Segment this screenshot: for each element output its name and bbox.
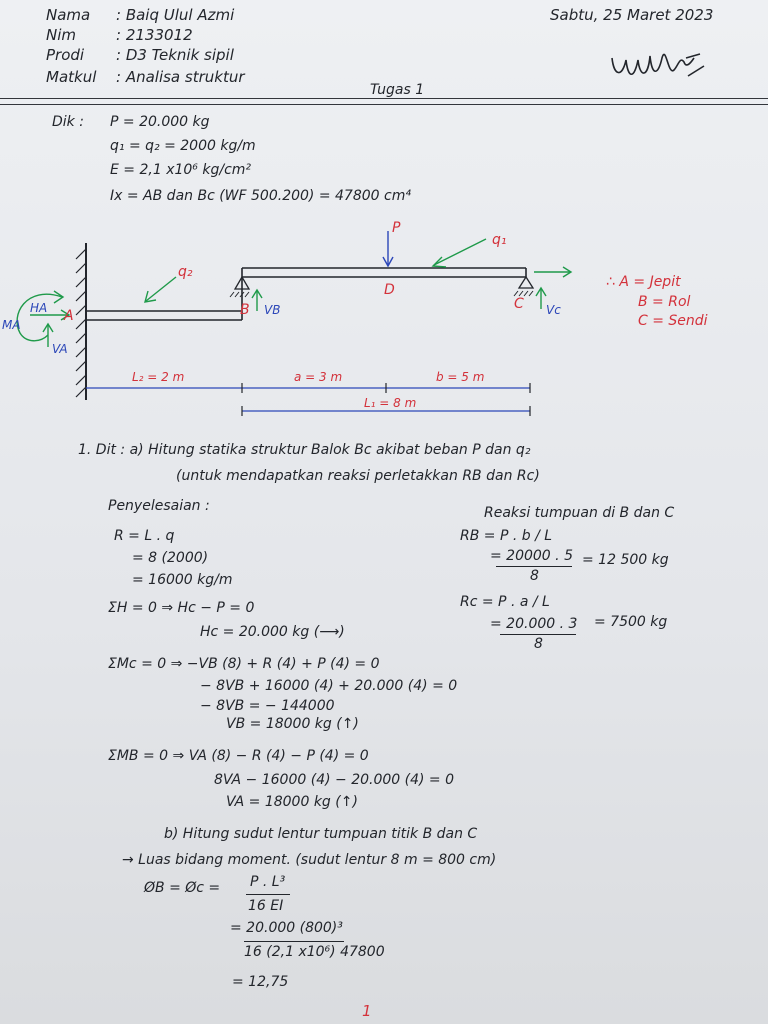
label-c: C <box>514 296 524 312</box>
r-line-2: = 8 (2000) <box>132 550 209 566</box>
theta-fraction-bar-2 <box>244 941 344 942</box>
rb-result: = 12 500 kg <box>582 552 669 568</box>
header-divider-2 <box>0 104 768 105</box>
rc-result: = 7500 kg <box>594 614 668 630</box>
support-legend-a: ∴ A = Jepit <box>606 274 681 290</box>
vb-arrow-icon <box>252 290 262 311</box>
given-line-ix: Ix = AB dan Bc (WF 500.200) = 47800 cm⁴ <box>110 188 411 204</box>
mb-line-2: 8VA − 16000 (4) − 20.000 (4) = 0 <box>214 772 454 788</box>
label-l2: L₂ = 2 m <box>132 370 185 384</box>
mb-line-1: ΣMB = 0 ⇒ VA (8) − R (4) − P (4) = 0 <box>108 748 369 764</box>
mc-line-3: − 8VB = − 144000 <box>200 698 335 714</box>
label-va: VA <box>52 342 68 356</box>
beam-ab <box>86 311 242 320</box>
dimension-line-lower <box>86 383 530 393</box>
given-line-q: q₁ = q₂ = 2000 kg/m <box>110 138 256 154</box>
label-matkul: Matkul <box>46 68 97 86</box>
support-legend-b: B = Rol <box>638 294 691 310</box>
label-l1: L₁ = 8 m <box>364 396 417 410</box>
mc-line-4: VB = 18000 kg (↑) <box>226 716 359 732</box>
support-legend-c: C = Sendi <box>638 313 708 329</box>
rb-fraction-bar <box>496 566 572 567</box>
label-q2: q₂ <box>178 264 193 280</box>
given-label: Dik : <box>52 114 84 130</box>
label-q1: q₁ <box>492 232 507 248</box>
value-matkul: : Analisa struktur <box>116 68 245 86</box>
value-prodi: : D3 Teknik sipil <box>116 46 234 64</box>
given-line-e: E = 2,1 x10⁶ kg/cm² <box>110 162 252 178</box>
h-line-2: Hc = 20.000 kg (⟶) <box>200 624 345 640</box>
rc-fraction-bar <box>500 634 576 635</box>
label-b: B <box>240 302 250 318</box>
question-a-line1: 1. Dit : a) Hitung statika struktur Balok Bc akibat beban P dan q₂ <box>78 442 531 458</box>
rc-numerator: = 20.000 . 3 <box>490 616 578 632</box>
signature-icon <box>604 36 714 86</box>
theta-numerator-1: P . L³ <box>250 874 286 890</box>
theta-lhs: ØB = Øc = <box>144 880 221 896</box>
question-b-line1: b) Hitung sudut lentur tumpuan titik B dan C <box>164 826 478 842</box>
rb-denominator: 8 <box>530 568 539 584</box>
fixed-support-icon <box>76 243 86 400</box>
given-line-load: P = 20.000 kg <box>110 114 210 130</box>
theta-denominator-2: 16 (2,1 x10⁶) 47800 <box>244 944 385 960</box>
mb-line-3: VA = 18000 kg (↑) <box>226 794 358 810</box>
pin-support-icon <box>514 277 533 296</box>
theta-numerator-2: = 20.000 (800)³ <box>230 920 343 936</box>
solution-title: Penyelesaian : <box>108 498 210 514</box>
vc-arrow-icon <box>536 288 546 309</box>
rc-formula: Rc = P . a / L <box>460 594 550 610</box>
label-ha: HA <box>30 301 48 315</box>
label-a: A <box>64 308 74 324</box>
label-vb: VB <box>264 303 281 317</box>
label-p: P <box>392 220 401 236</box>
mc-line-2: − 8VB + 16000 (4) + 20.000 (4) = 0 <box>200 678 458 694</box>
rb-numerator: = 20000 . 5 <box>490 548 573 564</box>
label-vc: Vc <box>546 303 561 317</box>
theta-fraction-bar-1 <box>246 894 290 895</box>
rc-denominator: 8 <box>534 636 543 652</box>
label-nama: Nama <box>46 6 91 24</box>
label-prodi: Prodi <box>46 46 85 64</box>
r-line-3: = 16000 kg/m <box>132 572 233 588</box>
theta-result: = 12,75 <box>232 974 289 990</box>
point-load-arrow-icon <box>383 231 393 266</box>
rb-formula: RB = P . b / L <box>460 528 553 544</box>
value-nim: : 2133012 <box>116 26 193 44</box>
task-title: Tugas 1 <box>370 82 425 98</box>
q2-load-arrow-icon <box>145 277 176 302</box>
header-divider-1 <box>0 98 768 99</box>
label-span-a: a = 3 m <box>294 370 343 384</box>
question-b-line2: → Luas bidang moment. (sudut lentur 8 m = 800 cm) <box>122 852 497 868</box>
roller-support-icon <box>230 277 249 297</box>
date: Sabtu, 25 Maret 2023 <box>550 6 714 24</box>
value-nama: : Baiq Ulul Azmi <box>116 6 235 24</box>
h-line-1: ΣH = 0 ⇒ Hc − P = 0 <box>108 600 255 616</box>
label-nim: Nim <box>46 26 76 44</box>
page-number: 1 <box>362 1002 372 1020</box>
theta-denominator-1: 16 EI <box>248 898 284 914</box>
label-ma: MA <box>2 318 21 332</box>
mc-line-1: ΣMc = 0 ⇒ −VB (8) + R (4) + P (4) = 0 <box>108 656 380 672</box>
q1-load-arrow-icon <box>433 239 486 267</box>
question-a-line2: (untuk mendapatkan reaksi perletakkan RB dan Rc) <box>176 468 540 484</box>
label-span-b: b = 5 m <box>436 370 485 384</box>
ma-moment-arrow-icon <box>17 291 63 341</box>
label-d: D <box>384 282 395 298</box>
r-line-1: R = L . q <box>114 528 175 544</box>
hc-arrow-icon <box>534 267 571 277</box>
reaction-title: Reaksi tumpuan di B dan C <box>484 505 675 521</box>
